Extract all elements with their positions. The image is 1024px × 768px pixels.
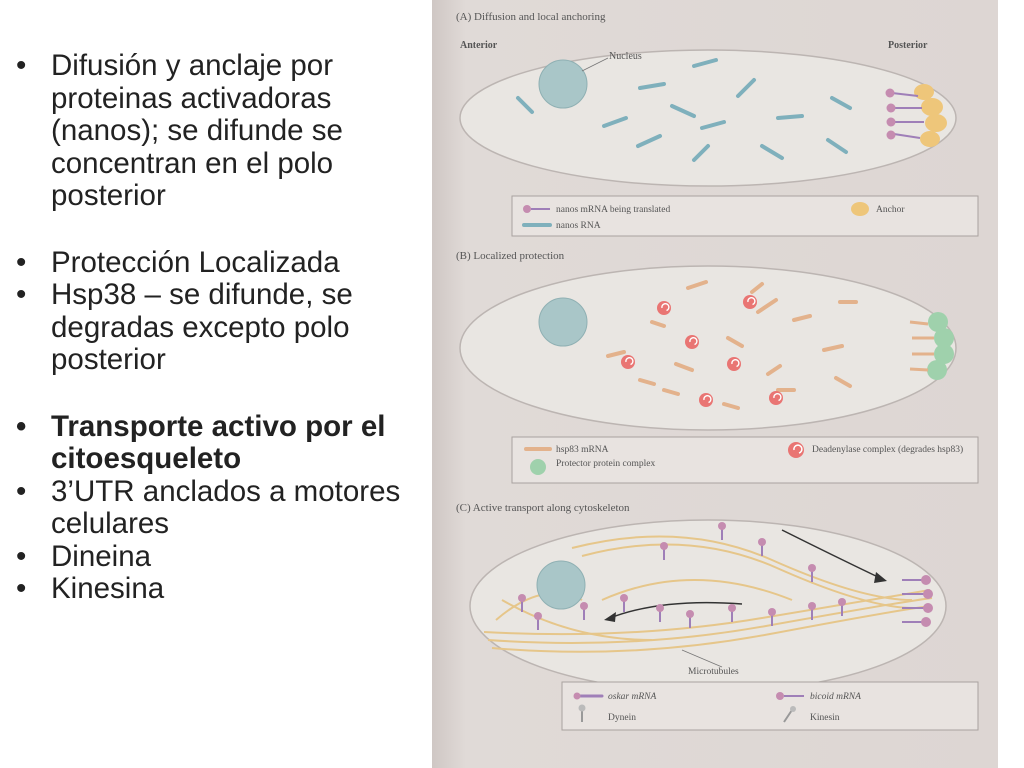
legend-c-oskar: oskar mRNA xyxy=(608,692,657,702)
legend-a-rna: nanos RNA xyxy=(556,221,601,231)
legend-a-translated: nanos mRNA being translated xyxy=(556,205,671,215)
bullet-text: Protección Localizada xyxy=(51,245,340,279)
motor-mrna xyxy=(808,564,816,572)
legend-a-anchor: Anchor xyxy=(876,205,905,215)
panel-c-title: (C) Active transport along cytoskeleton xyxy=(456,502,630,514)
motor-mrna xyxy=(758,538,766,546)
motor-mrna xyxy=(768,608,776,616)
motor-mrna xyxy=(518,594,526,602)
bullet-dot: • xyxy=(16,474,27,508)
motor-mrna xyxy=(838,598,846,606)
cell-a xyxy=(460,50,956,186)
nucleus-a xyxy=(539,60,587,108)
bullet-text: Kinesina xyxy=(51,572,165,605)
bullet-list xyxy=(14,50,426,606)
motor-mrna xyxy=(686,610,694,618)
bullet-item xyxy=(14,247,426,280)
embryo-figure xyxy=(432,0,998,768)
anterior-label: Anterior xyxy=(460,40,498,51)
motor-mrna xyxy=(656,604,664,612)
bullet-item xyxy=(14,279,426,377)
bullet-text: Difusión y anclaje por proteinas activadoras (nanos); se difunde se concentran en el polo posterior xyxy=(51,49,343,212)
legend-b-mrna: hsp83 mRNA xyxy=(556,445,609,455)
legend-b-deadenylase: Deadenylase complex (degrades hsp83) xyxy=(812,445,964,455)
legend-b-protector: Protector protein complex xyxy=(556,459,656,469)
bullet-dot: • xyxy=(16,409,27,443)
bullet-item xyxy=(14,50,426,213)
legend-c-dynein: Dynein xyxy=(608,713,636,723)
nucleus-c xyxy=(537,561,585,609)
motor-mrna xyxy=(534,612,542,620)
nucleus-b xyxy=(539,298,587,346)
legend-c-bicoid: bicoid mRNA xyxy=(810,692,861,702)
posterior-label: Posterior xyxy=(888,40,928,51)
legend-c-kinesin: Kinesin xyxy=(810,713,840,723)
bullet-item xyxy=(14,541,426,574)
motor-mrna xyxy=(660,542,668,550)
bullet-text: Hsp38 – se difunde, se degradas excepto polo posterior xyxy=(51,278,353,376)
motor-mrna xyxy=(580,602,588,610)
bullet-dot: • xyxy=(16,278,27,311)
bullet-item xyxy=(14,411,426,476)
motor-mrna xyxy=(718,522,726,530)
bullet-dot: • xyxy=(16,572,27,605)
bullet-item xyxy=(14,476,426,541)
panel-b-title: (B) Localized protection xyxy=(456,250,565,262)
bullet-text: 3’UTR anclados a motores celulares xyxy=(51,474,401,540)
motor-mrna xyxy=(620,594,628,602)
bullet-dot: • xyxy=(16,245,27,279)
microtubules-label: Microtubules xyxy=(688,667,739,677)
panel-a-title: (A) Diffusion and local anchoring xyxy=(456,11,606,23)
bullet-text: Transporte activo por el citoesqueleto xyxy=(51,409,386,475)
bullet-text: Dineina xyxy=(51,539,152,573)
bullet-dot: • xyxy=(16,49,27,82)
figure-svg xyxy=(432,0,998,768)
nucleus-label: Nucleus xyxy=(609,51,642,62)
motor-mrna xyxy=(808,602,816,610)
bullet-dot: • xyxy=(16,539,27,573)
bullet-item xyxy=(14,573,426,606)
molecule-segment xyxy=(778,116,802,118)
motor-mrna xyxy=(728,604,736,612)
